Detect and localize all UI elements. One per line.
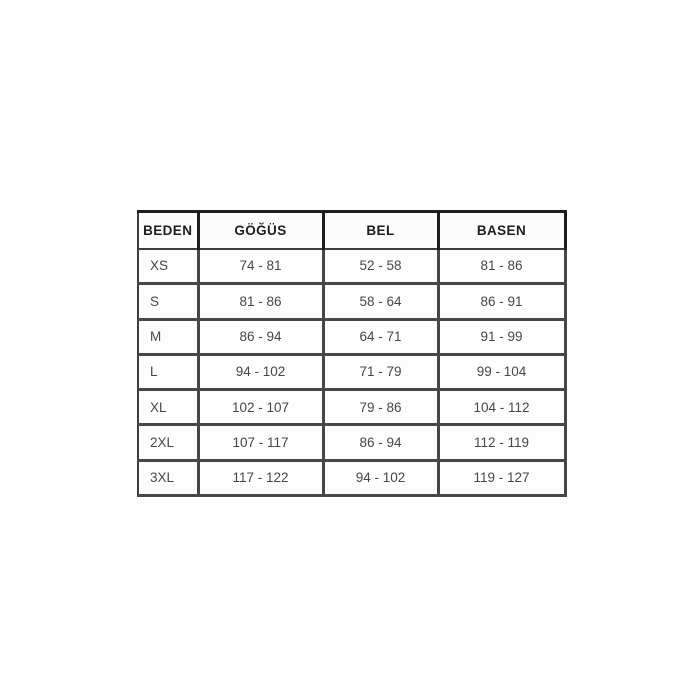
- chest-cell: 107 - 117: [198, 425, 323, 460]
- table-row: [138, 460, 565, 495]
- header-cell-hips: BASEN: [438, 212, 565, 249]
- table-row: [138, 354, 565, 389]
- hips-cell: 99 - 104: [438, 354, 565, 389]
- waist-cell: 71 - 79: [323, 354, 438, 389]
- table-row: [138, 390, 565, 425]
- hips-cell: 81 - 86: [438, 249, 565, 284]
- chest-cell: 117 - 122: [198, 460, 323, 495]
- hips-cell: 119 - 127: [438, 460, 565, 495]
- waist-cell: 64 - 71: [323, 319, 438, 354]
- hips-cell: 91 - 99: [438, 319, 565, 354]
- header-cell-size: BEDEN: [138, 212, 198, 249]
- waist-cell: 86 - 94: [323, 425, 438, 460]
- waist-cell: 52 - 58: [323, 249, 438, 284]
- hips-cell: 112 - 119: [438, 425, 565, 460]
- size-cell: L: [138, 354, 198, 389]
- size-chart-table: [137, 210, 567, 497]
- size-cell: M: [138, 319, 198, 354]
- header-cell-chest: GÖĞÜS: [198, 212, 323, 249]
- hips-cell: 104 - 112: [438, 390, 565, 425]
- size-cell: 2XL: [138, 425, 198, 460]
- chest-cell: 81 - 86: [198, 284, 323, 319]
- table-row: [138, 249, 565, 284]
- table-row: [138, 284, 565, 319]
- hips-cell: 86 - 91: [438, 284, 565, 319]
- table-row: [138, 425, 565, 460]
- waist-cell: 94 - 102: [323, 460, 438, 495]
- chest-cell: 94 - 102: [198, 354, 323, 389]
- chest-cell: 86 - 94: [198, 319, 323, 354]
- table-row: [138, 319, 565, 354]
- size-cell: 3XL: [138, 460, 198, 495]
- chest-cell: 74 - 81: [198, 249, 323, 284]
- size-cell: XL: [138, 390, 198, 425]
- size-cell: S: [138, 284, 198, 319]
- waist-cell: 58 - 64: [323, 284, 438, 319]
- header-cell-waist: BEL: [323, 212, 438, 249]
- size-cell: XS: [138, 249, 198, 284]
- chest-cell: 102 - 107: [198, 390, 323, 425]
- waist-cell: 79 - 86: [323, 390, 438, 425]
- header-row: [138, 212, 565, 249]
